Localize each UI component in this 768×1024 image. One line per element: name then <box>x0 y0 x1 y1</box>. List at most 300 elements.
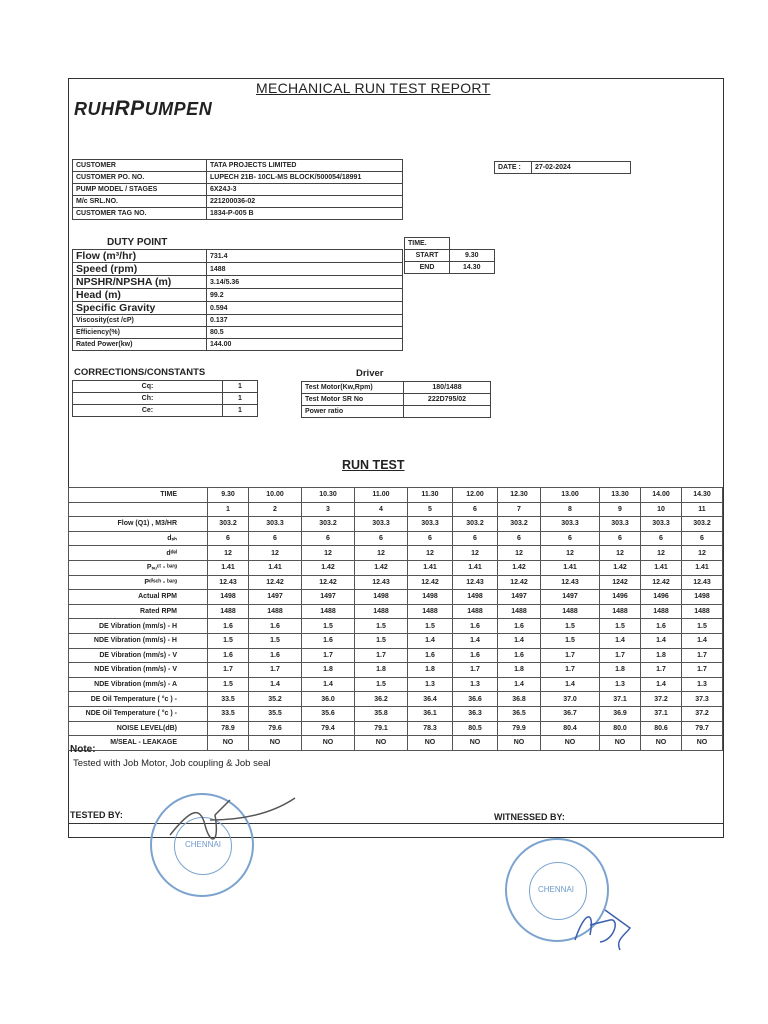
run-test-cell: 4 <box>355 502 408 517</box>
run-test-cell: 6 <box>408 531 453 546</box>
customer-info-table <box>72 159 403 220</box>
run-test-cell: 303.3 <box>408 517 453 532</box>
run-test-cell: NO <box>355 736 408 751</box>
driver-label: Power ratio <box>302 406 404 418</box>
run-test-row-label: DE Oil Temperature ( °c ) - <box>69 692 208 707</box>
run-test-cell: 2 <box>249 502 302 517</box>
time-start-label: START <box>405 250 450 262</box>
run-test-cell: 1.6 <box>249 619 302 634</box>
run-test-cell: 1498 <box>355 590 408 605</box>
run-test-cell: 1.6 <box>498 619 541 634</box>
run-test-cell: 1.4 <box>541 677 600 692</box>
run-test-cell: 1.41 <box>208 560 249 575</box>
run-test-cell: 37.3 <box>682 692 723 707</box>
run-test-cell: 36.1 <box>408 706 453 721</box>
run-test-cell: 12.42 <box>249 575 302 590</box>
run-test-cell: 78.9 <box>208 721 249 736</box>
run-test-cell: 1488 <box>600 604 641 619</box>
run-test-cell: 1.7 <box>249 663 302 678</box>
customer-info-label: CUSTOMER <box>73 160 207 172</box>
run-test-cell: 35.6 <box>302 706 355 721</box>
run-test-row-label: Pᵈⁱˢᶜʰ - ᵇᵃʳᵍ <box>69 575 208 590</box>
run-test-cell: 1.7 <box>355 648 408 663</box>
run-test-cell: 1.6 <box>208 648 249 663</box>
run-test-cell: 1.7 <box>641 663 682 678</box>
run-test-cell: 11 <box>682 502 723 517</box>
run-test-cell: 303.2 <box>208 517 249 532</box>
run-test-cell: 79.7 <box>682 721 723 736</box>
run-test-cell: 1498 <box>682 590 723 605</box>
run-test-cell: 13.00 <box>541 488 600 503</box>
run-test-cell: 1498 <box>453 590 498 605</box>
run-test-cell: 37.0 <box>541 692 600 707</box>
run-test-row <box>69 517 723 532</box>
run-test-cell: 3 <box>302 502 355 517</box>
run-test-cell: 12.43 <box>208 575 249 590</box>
run-test-cell: 1.6 <box>249 648 302 663</box>
customer-info-row <box>73 184 403 196</box>
run-test-row <box>69 575 723 590</box>
run-test-cell: 6 <box>541 531 600 546</box>
driver-label: Test Motor SR No <box>302 394 404 406</box>
run-test-cell: 1.5 <box>355 619 408 634</box>
run-test-cell: 6 <box>498 531 541 546</box>
corrections-table <box>72 380 258 417</box>
run-test-cell: 1.5 <box>355 633 408 648</box>
duty-point-row <box>73 339 403 351</box>
run-test-row-label: Flow (Q1) , M3/HR <box>69 517 208 532</box>
run-test-cell: 80.5 <box>453 721 498 736</box>
driver-row <box>302 382 491 394</box>
note-text: Tested with Job Motor, Job coupling & Job seal <box>73 758 271 769</box>
run-test-cell: NO <box>249 736 302 751</box>
run-test-cell: 1.6 <box>302 633 355 648</box>
run-test-cell: 1.41 <box>453 560 498 575</box>
tested-by-label: TESTED BY: <box>70 810 123 820</box>
logo-part-umpen: UMPEN <box>144 99 213 119</box>
run-test-cell: 35.5 <box>249 706 302 721</box>
run-test-row-label: NDE Vibration (mm/s) - A <box>69 677 208 692</box>
duty-point-row <box>73 289 403 302</box>
date-label: DATE : <box>495 162 532 174</box>
run-test-cell: 1.3 <box>682 677 723 692</box>
run-test-cell: 36.9 <box>600 706 641 721</box>
run-test-cell: 12 <box>641 546 682 561</box>
date-value: 27-02-2024 <box>532 162 631 174</box>
duty-point-label: Specific Gravity <box>73 302 207 315</box>
run-test-cell: 9 <box>600 502 641 517</box>
run-test-cell: 6 <box>641 531 682 546</box>
run-test-cell: 78.3 <box>408 721 453 736</box>
corrections-row <box>73 381 258 393</box>
run-test-row-label: NDE Vibration (mm/s) - V <box>69 663 208 678</box>
run-test-cell: 13.30 <box>600 488 641 503</box>
duty-point-label: Viscosity(cst /cP) <box>73 315 207 327</box>
run-test-cell: 1.42 <box>355 560 408 575</box>
stamp-right-city: CHENNAI <box>538 885 575 894</box>
run-test-cell: 10.30 <box>302 488 355 503</box>
run-test-row <box>69 736 723 751</box>
duty-point-label: Rated Power(kw) <box>73 339 207 351</box>
run-test-cell: NO <box>641 736 682 751</box>
run-test-cell: 303.2 <box>498 517 541 532</box>
run-test-row <box>69 663 723 678</box>
customer-info-value: TATA PROJECTS LIMITED <box>207 160 403 172</box>
run-test-cell: 1488 <box>408 604 453 619</box>
witnessed-by-signature <box>560 880 640 960</box>
run-test-row <box>69 604 723 619</box>
time-heading: TIME. <box>405 238 450 250</box>
note-heading: Note: <box>70 744 96 755</box>
time-start-value: 9.30 <box>450 250 495 262</box>
run-test-cell: 1.41 <box>541 560 600 575</box>
run-test-cell: 6 <box>302 531 355 546</box>
run-test-cell: 1488 <box>498 604 541 619</box>
driver-label: Test Motor(Kw,Rpm) <box>302 382 404 394</box>
run-test-cell: 8 <box>541 502 600 517</box>
run-test-cell: 1.4 <box>498 677 541 692</box>
run-test-cell: 1242 <box>600 575 641 590</box>
run-test-row <box>69 531 723 546</box>
run-test-cell: 1.4 <box>641 677 682 692</box>
run-test-cell: 12 <box>302 546 355 561</box>
run-test-cell: 303.2 <box>302 517 355 532</box>
customer-info-value: 6X24J-3 <box>207 184 403 196</box>
duty-point-label: Speed (rpm) <box>73 263 207 276</box>
date-box <box>494 161 631 174</box>
correction-value: 1 <box>223 381 258 393</box>
run-test-cell: 1.6 <box>641 619 682 634</box>
run-test-cell: 33.5 <box>208 692 249 707</box>
run-test-cell: 1.4 <box>302 677 355 692</box>
duty-point-table <box>72 249 403 351</box>
run-test-cell: 9.30 <box>208 488 249 503</box>
run-test-cell: 1488 <box>541 604 600 619</box>
company-logo <box>74 97 212 121</box>
time-end-label: END <box>405 262 450 274</box>
run-test-cell: 1.3 <box>453 677 498 692</box>
run-test-cell: 1.7 <box>208 663 249 678</box>
run-test-cell: 12.42 <box>498 575 541 590</box>
run-test-cell: NO <box>498 736 541 751</box>
run-test-cell: 80.0 <box>600 721 641 736</box>
run-test-cell: 36.8 <box>498 692 541 707</box>
run-test-cell: 6 <box>682 531 723 546</box>
run-test-row <box>69 502 723 517</box>
run-test-cell: 1488 <box>249 604 302 619</box>
run-test-cell: 36.3 <box>453 706 498 721</box>
run-test-row-label: Rated RPM <box>69 604 208 619</box>
run-test-heading: RUN TEST <box>342 458 405 472</box>
run-test-row <box>69 560 723 575</box>
duty-point-value: 144.00 <box>207 339 403 351</box>
run-test-cell: NO <box>600 736 641 751</box>
run-test-cell: 12.42 <box>408 575 453 590</box>
run-test-cell: 12 <box>541 546 600 561</box>
run-test-cell: 12.43 <box>682 575 723 590</box>
corrections-row <box>73 393 258 405</box>
run-test-cell: 303.3 <box>600 517 641 532</box>
run-test-cell: 1.7 <box>600 648 641 663</box>
driver-table <box>301 381 491 418</box>
run-test-cell: 303.3 <box>541 517 600 532</box>
run-test-cell: NO <box>453 736 498 751</box>
run-test-cell: 1.6 <box>453 619 498 634</box>
correction-label: Ce: <box>73 405 223 417</box>
run-test-cell: 1.6 <box>208 619 249 634</box>
duty-point-row <box>73 276 403 289</box>
run-test-cell: 1.8 <box>498 663 541 678</box>
run-test-cell: 5 <box>408 502 453 517</box>
run-test-cell: 1497 <box>541 590 600 605</box>
run-test-cell: NO <box>408 736 453 751</box>
run-test-cell: NO <box>682 736 723 751</box>
run-test-cell: 12.43 <box>453 575 498 590</box>
correction-label: Cq: <box>73 381 223 393</box>
run-test-cell: 6 <box>600 531 641 546</box>
driver-value: 180/1488 <box>404 382 491 394</box>
run-test-cell: 1.41 <box>682 560 723 575</box>
run-test-cell: 1.5 <box>355 677 408 692</box>
run-test-cell: 79.9 <box>498 721 541 736</box>
driver-value: 222D795/02 <box>404 394 491 406</box>
run-test-cell: 1.5 <box>302 619 355 634</box>
run-test-cell: 1497 <box>302 590 355 605</box>
run-test-cell: 1496 <box>641 590 682 605</box>
run-test-cell: 1.8 <box>408 663 453 678</box>
witnessed-by-label: WITNESSED BY: <box>494 812 565 822</box>
run-test-row <box>69 633 723 648</box>
run-test-row-label: NDE Oil Temperature ( °c ) - <box>69 706 208 721</box>
run-test-cell: 1.4 <box>453 633 498 648</box>
run-test-cell: 6 <box>453 531 498 546</box>
run-test-cell: 1497 <box>249 590 302 605</box>
logo-part-ruh: RUH <box>74 99 115 119</box>
correction-value: 1 <box>223 393 258 405</box>
driver-row <box>302 406 491 418</box>
run-test-cell: 37.1 <box>600 692 641 707</box>
run-test-cell: 303.3 <box>249 517 302 532</box>
duty-point-label: Head (m) <box>73 289 207 302</box>
run-test-cell: 12 <box>208 546 249 561</box>
run-test-cell: 303.2 <box>453 517 498 532</box>
duty-point-heading: DUTY POINT <box>107 237 168 248</box>
run-test-cell: 1.7 <box>541 648 600 663</box>
run-test-cell: 1488 <box>355 604 408 619</box>
duty-point-value: 1488 <box>207 263 403 276</box>
run-test-row <box>69 590 723 605</box>
run-test-cell: 36.0 <box>302 692 355 707</box>
stamp-left-city: CHENNAI <box>185 840 222 849</box>
run-test-cell: 303.3 <box>355 517 408 532</box>
run-test-cell: 1.3 <box>600 677 641 692</box>
logo-part-rp: RP <box>114 97 145 120</box>
time-table <box>404 237 495 274</box>
run-test-cell: 1.5 <box>208 633 249 648</box>
run-test-cell: 1.41 <box>249 560 302 575</box>
run-test-cell: 1498 <box>208 590 249 605</box>
run-test-cell: 1.5 <box>408 619 453 634</box>
run-test-row-label: M/SEAL - LEAKAGE <box>69 736 208 751</box>
duty-point-value: 731.4 <box>207 250 403 263</box>
run-test-cell: 37.2 <box>641 692 682 707</box>
run-test-cell: 14.00 <box>641 488 682 503</box>
duty-point-row <box>73 263 403 276</box>
run-test-cell: 1.4 <box>498 633 541 648</box>
run-test-cell: 36.7 <box>541 706 600 721</box>
run-test-cell: 1488 <box>641 604 682 619</box>
run-test-row <box>69 677 723 692</box>
run-test-row-label: dᵈᵉˡ <box>69 546 208 561</box>
duty-point-value: 0.137 <box>207 315 403 327</box>
run-test-cell: 1488 <box>208 604 249 619</box>
run-test-cell: NO <box>208 736 249 751</box>
run-test-cell: 37.1 <box>641 706 682 721</box>
duty-point-value: 3.14/5.36 <box>207 276 403 289</box>
duty-point-value: 0.594 <box>207 302 403 315</box>
run-test-row-label: DE Vibration (mm/s) - H <box>69 619 208 634</box>
run-test-cell: 1498 <box>408 590 453 605</box>
run-test-row-label: NDE Vibration (mm/s) - H <box>69 633 208 648</box>
run-test-cell: 1.5 <box>541 633 600 648</box>
run-test-cell: 1.7 <box>453 663 498 678</box>
run-test-cell: 12.00 <box>453 488 498 503</box>
customer-info-value: LUPECH 21B- 10CL-MS BLOCK/500054/18991 <box>207 172 403 184</box>
run-test-cell: 36.6 <box>453 692 498 707</box>
run-test-cell: 80.6 <box>641 721 682 736</box>
run-test-cell: 1.42 <box>498 560 541 575</box>
run-test-row-label: dₛₕ <box>69 531 208 546</box>
customer-info-value: 221200036-02 <box>207 196 403 208</box>
run-test-cell: 12.42 <box>302 575 355 590</box>
run-test-cell: 1.3 <box>408 677 453 692</box>
run-test-cell: 36.4 <box>408 692 453 707</box>
run-test-cell: 12.42 <box>641 575 682 590</box>
run-test-cell: 1.5 <box>541 619 600 634</box>
run-test-row-label <box>69 502 208 517</box>
run-test-cell: 12.43 <box>355 575 408 590</box>
run-test-cell: 1.4 <box>682 633 723 648</box>
duty-point-label: Efficiency(%) <box>73 327 207 339</box>
run-test-cell: 1488 <box>302 604 355 619</box>
run-test-cell: 12 <box>408 546 453 561</box>
run-test-cell: 6 <box>355 531 408 546</box>
run-test-row <box>69 619 723 634</box>
duty-point-row <box>73 315 403 327</box>
corrections-heading: CORRECTIONS/CONSTANTS <box>74 367 206 378</box>
duty-point-value: 99.2 <box>207 289 403 302</box>
run-test-cell: 1.8 <box>600 663 641 678</box>
run-test-cell: 1.7 <box>302 648 355 663</box>
run-test-cell: 11.00 <box>355 488 408 503</box>
customer-info-row <box>73 172 403 184</box>
run-test-cell: 33.5 <box>208 706 249 721</box>
run-test-row <box>69 546 723 561</box>
corrections-row <box>73 405 258 417</box>
customer-info-label: M/c SRL.NO. <box>73 196 207 208</box>
run-test-cell: 11.30 <box>408 488 453 503</box>
run-test-cell: 1.41 <box>641 560 682 575</box>
run-test-row-label: Actual RPM <box>69 590 208 605</box>
correction-label: Ch: <box>73 393 223 405</box>
run-test-cell: NO <box>302 736 355 751</box>
run-test-cell: 14.30 <box>682 488 723 503</box>
run-test-cell: 1497 <box>498 590 541 605</box>
customer-info-row <box>73 208 403 220</box>
run-test-cell: 1496 <box>600 590 641 605</box>
run-test-cell: 1.42 <box>302 560 355 575</box>
run-test-cell: 1.6 <box>408 648 453 663</box>
run-test-cell: 12 <box>453 546 498 561</box>
run-test-cell: 1.7 <box>682 663 723 678</box>
run-test-cell: 6 <box>208 531 249 546</box>
correction-value: 1 <box>223 405 258 417</box>
run-test-cell: 12 <box>600 546 641 561</box>
duty-point-value: 80.5 <box>207 327 403 339</box>
run-test-cell: 1.5 <box>249 633 302 648</box>
run-test-cell: NO <box>541 736 600 751</box>
run-test-cell: 7 <box>498 502 541 517</box>
run-test-cell: 303.3 <box>641 517 682 532</box>
report-title: MECHANICAL RUN TEST REPORT <box>256 80 491 96</box>
run-test-cell: 1.7 <box>682 648 723 663</box>
run-test-cell: 1.6 <box>453 648 498 663</box>
run-test-row <box>69 488 723 503</box>
run-test-row <box>69 648 723 663</box>
run-test-cell: 79.1 <box>355 721 408 736</box>
run-test-table <box>68 487 723 751</box>
run-test-cell: 303.2 <box>682 517 723 532</box>
run-test-row-label: DE Vibration (mm/s) - V <box>69 648 208 663</box>
run-test-cell: 10.00 <box>249 488 302 503</box>
run-test-cell: 6 <box>453 502 498 517</box>
customer-info-row <box>73 196 403 208</box>
run-test-cell: 1.42 <box>600 560 641 575</box>
run-test-cell: 80.4 <box>541 721 600 736</box>
run-test-row <box>69 721 723 736</box>
run-test-cell: 12.43 <box>541 575 600 590</box>
run-test-cell: 1.6 <box>498 648 541 663</box>
run-test-cell: 1.7 <box>541 663 600 678</box>
run-test-cell: 1.5 <box>682 619 723 634</box>
run-test-row-label: Pₛᵤᶜᵗ - ᵇᵃʳᵍ <box>69 560 208 575</box>
run-test-cell: 1.4 <box>641 633 682 648</box>
run-test-cell: 1.4 <box>249 677 302 692</box>
run-test-row <box>69 706 723 721</box>
run-test-cell: 36.2 <box>355 692 408 707</box>
run-test-cell: 79.6 <box>249 721 302 736</box>
run-test-cell: 12.30 <box>498 488 541 503</box>
driver-value <box>404 406 491 418</box>
driver-heading: Driver <box>356 368 384 379</box>
duty-point-label: NPSHR/NPSHA (m) <box>73 276 207 289</box>
duty-point-row <box>73 302 403 315</box>
run-test-cell: 6 <box>249 531 302 546</box>
customer-info-label: CUSTOMER TAG NO. <box>73 208 207 220</box>
run-test-cell: 1488 <box>453 604 498 619</box>
run-test-cell: 1.8 <box>355 663 408 678</box>
run-test-cell: 12 <box>249 546 302 561</box>
customer-info-value: 1834-P-005 B <box>207 208 403 220</box>
run-test-cell: 35.2 <box>249 692 302 707</box>
run-test-cell: 1.5 <box>208 677 249 692</box>
customer-info-row <box>73 160 403 172</box>
run-test-cell: 1.5 <box>600 619 641 634</box>
run-test-cell: 37.2 <box>682 706 723 721</box>
duty-point-label: Flow (m³/hr) <box>73 250 207 263</box>
run-test-cell: 12 <box>498 546 541 561</box>
duty-point-row <box>73 250 403 263</box>
